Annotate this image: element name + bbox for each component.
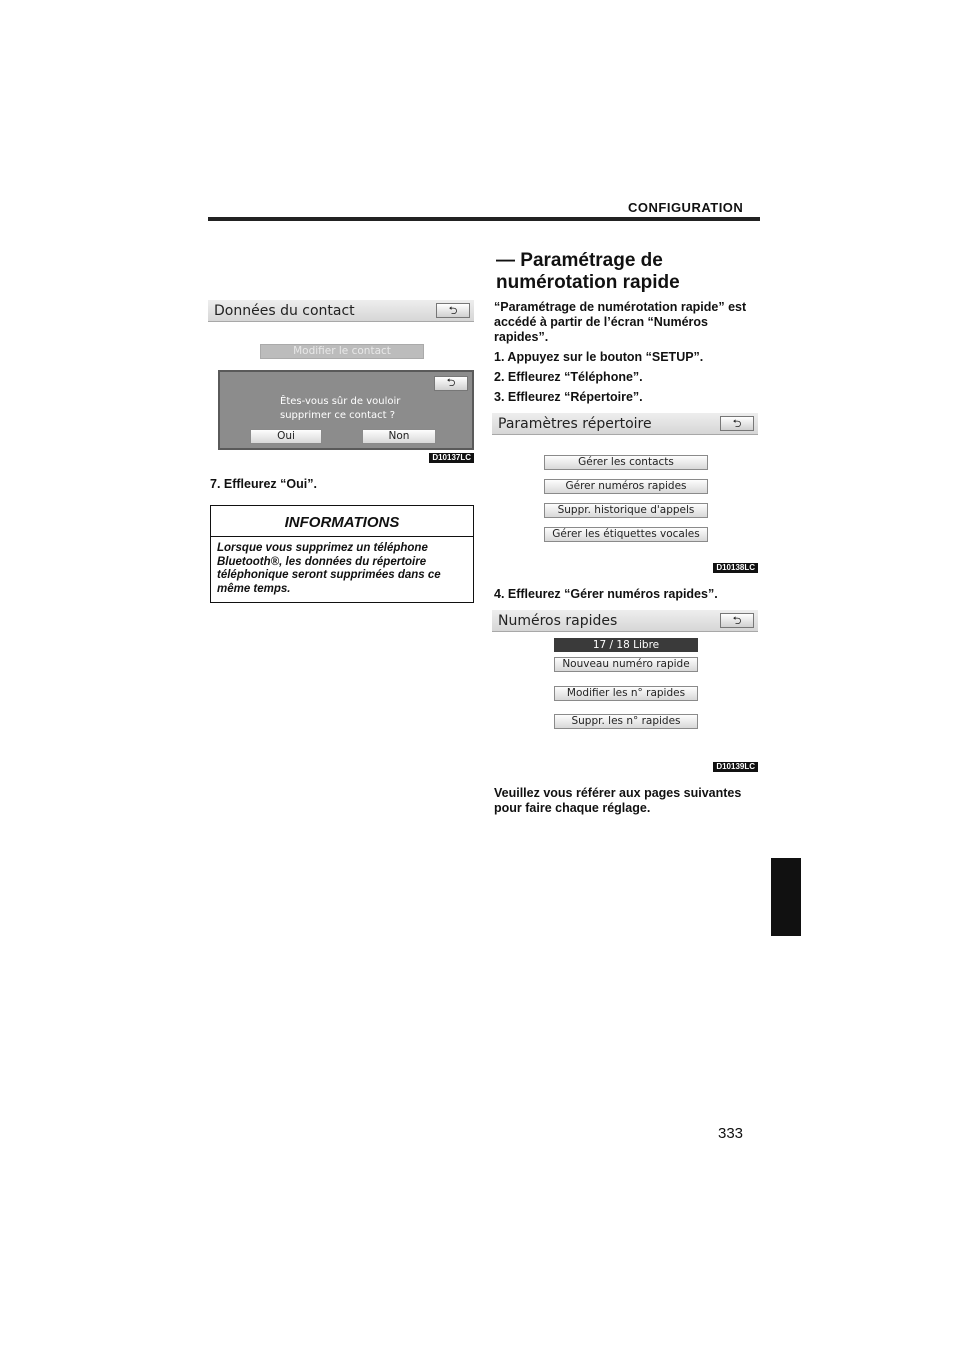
modify-contact-button[interactable]: Modifier le contact [260, 344, 424, 359]
step-4: 4. Effleurez “Gérer numéros rapides”. [494, 587, 718, 601]
intro-line: accédé à partir de l’écran “Numéros [494, 315, 708, 329]
screen-title: Numéros rapides [498, 613, 618, 629]
modify-speed-dials-button[interactable]: Modifier les n° rapides [554, 686, 698, 701]
info-line: Bluetooth®, les données du répertoire [217, 555, 427, 568]
screenshot-phonebook-settings [492, 413, 758, 576]
delete-call-history-button[interactable]: Suppr. historique d'appels [544, 503, 708, 518]
info-divider [211, 536, 473, 537]
yes-button[interactable]: Oui [250, 429, 322, 444]
screenshot-contact-data [208, 300, 474, 465]
intro-line: rapides”. [494, 330, 549, 344]
dialog-question-line2: supprimer ce contact ? [280, 410, 396, 421]
dialog-question-line1: Êtes-vous sûr de vouloir [280, 396, 401, 407]
screen-title-bar [208, 300, 474, 322]
section-title-line: — Paramétrage de [496, 250, 663, 271]
info-box [210, 505, 474, 603]
section-title [496, 250, 680, 294]
figure-code: D10138LC [713, 563, 758, 573]
screen-title-bar [492, 413, 758, 435]
info-line: téléphonique seront supprimées dans ce [217, 569, 441, 581]
screenshot-speed-dials [492, 610, 758, 774]
manage-speed-dials-button[interactable]: Gérer numéros rapides [544, 479, 708, 494]
info-line: Lorsque vous supprimez un téléphone [217, 542, 428, 554]
outro-line: Veuillez vous référer aux pages suivantes [494, 786, 742, 800]
info-title: INFORMATIONS [284, 514, 400, 531]
figure-code: D10139LC [713, 762, 758, 772]
screen-title: Données du contact [214, 303, 355, 319]
step-3: 3. Effleurez “Répertoire”. [494, 390, 643, 404]
manage-voice-tags-button[interactable]: Gérer les étiquettes vocales [544, 527, 708, 542]
step-1: 1. Appuyez sur le bouton “SETUP”. [494, 350, 704, 364]
intro-paragraph [494, 300, 758, 345]
page-number: 333 [718, 1125, 744, 1142]
screen-title-bar [492, 610, 758, 632]
return-arrow-icon[interactable]: ⮌ [720, 416, 754, 431]
return-arrow-icon[interactable]: ⮌ [436, 303, 470, 318]
delete-speed-dials-button[interactable]: Suppr. les n° rapides [554, 714, 698, 729]
step-7: 7. Effleurez “Oui”. [210, 477, 317, 491]
outro-line: pour faire chaque réglage. [494, 801, 651, 815]
step-2: 2. Effleurez “Téléphone”. [494, 370, 643, 384]
new-speed-dial-button[interactable]: Nouveau numéro rapide [554, 657, 698, 672]
free-slots-counter: 17 / 18 Libre [554, 638, 698, 652]
no-button[interactable]: Non [362, 429, 436, 444]
section-title-line: numérotation rapide [496, 272, 680, 293]
outro-paragraph [494, 786, 758, 816]
info-line: même temps. [217, 582, 291, 595]
confirm-dialog [218, 370, 474, 450]
dialog-return-arrow-icon[interactable]: ⮌ [434, 376, 468, 391]
info-text [217, 542, 467, 596]
figure-code: D10137LC [429, 453, 474, 463]
header-rule [208, 217, 760, 221]
chapter-thumb-tab [771, 858, 801, 936]
intro-line: “Paramétrage de numérotation rapide” est [494, 300, 747, 314]
return-arrow-icon[interactable]: ⮌ [720, 613, 754, 628]
screen-title: Paramètres répertoire [498, 416, 652, 432]
manage-contacts-button[interactable]: Gérer les contacts [544, 455, 708, 470]
section-header: CONFIGURATION [628, 200, 744, 215]
